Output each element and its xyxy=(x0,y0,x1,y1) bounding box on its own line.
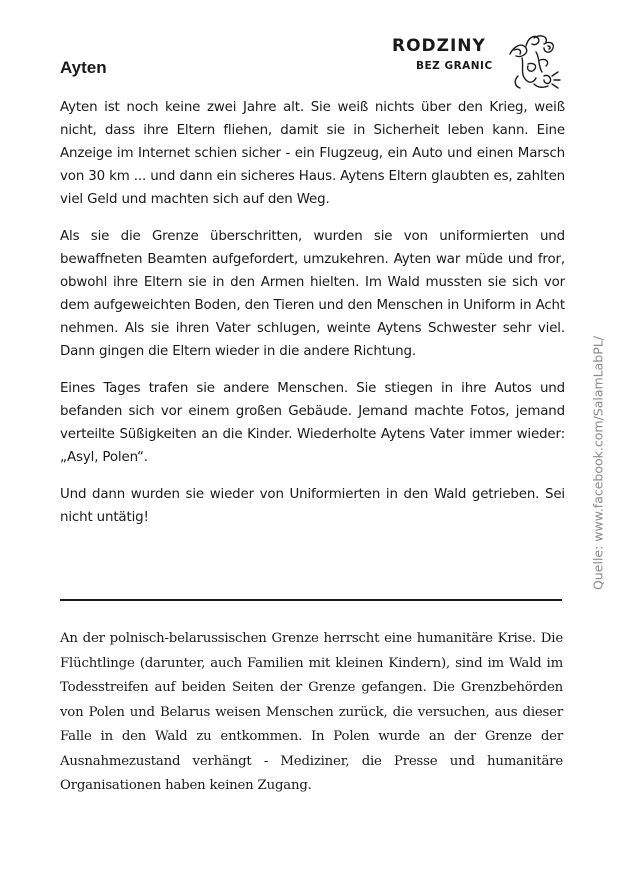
info-paragraph: An der polnisch-belarussischen Grenze herrscht eine humanitäre Krise. Die Flüchtlinge (darunter, auch Familien mit kleinen Kindern), sind im Wald im Todesstreifen auf beiden Seiten der Grenze gefangen. Die Grenzbehörden von Polen und Belarus weisen Menschen zurück, die versuchen, aus dieser Falle in den Wald zu entkommen. In Polen wurde an der Grenze der Ausnahmezustand verhängt - Mediziner, die Presse und humanitäre Organisationen haben keinen Zugang. xyxy=(60,631,563,793)
logo-line1: RODZINY xyxy=(392,36,486,56)
story-text xyxy=(60,96,565,543)
rodziny-bez-granic-logo xyxy=(392,32,562,92)
story-paragraph: Als sie die Grenze überschritten, wurden sie von uniformierten und bewaffneten Beamten aufgefordert, umzukehren. Ayten war müde und fror, obwohl ihre Eltern sie in den Armen hielten. Im Wald mussten sie sich vor dem aufgeweichten Boden, den Tieren und den Menschen in Uniform in Acht nehmen. Als sie ihren Vater schlugen, weinte Aytens Schwester sehr viel. Dann gingen die Eltern wieder in die andere Richtung. xyxy=(60,229,565,359)
story-paragraph: Ayten ist noch keine zwei Jahre alt. Sie weiß nichts über den Krieg, weiß nicht, dass ihre Eltern fliehen, damit sie in Sicherheit leben kann. Eine Anzeige im Internet schien sicher - ein Flugzeug, ein Auto und einen Marsch von 30 km ... und dann ein sicheres Haus. Aytens Eltern glaubten es, zahlten viel Geld und machten sich auf den Weg. xyxy=(60,100,565,207)
source-credit xyxy=(588,320,608,605)
story-paragraph: Und dann wurden sie wieder von Uniformierten in den Wald getrieben. Sei nicht untätig! xyxy=(60,487,565,525)
story-paragraph: Eines Tages trafen sie andere Menschen. Sie stiegen in ihre Autos und befanden sich vor einem großen Gebäude. Jemand machte Fotos, jemand verteilte Süßigkeiten an die Kinder. Wiederholte Aytens Vater immer wieder: „Asyl, Polen“. xyxy=(60,381,565,465)
section-divider xyxy=(60,599,562,601)
source-credit-text: Quelle: www.facebook.com/SalamLabPL/ xyxy=(590,335,606,590)
logo-line2: BEZ GRANIC xyxy=(416,60,493,72)
page-title: Ayten xyxy=(60,58,107,77)
flower-doodle-icon xyxy=(504,32,562,92)
